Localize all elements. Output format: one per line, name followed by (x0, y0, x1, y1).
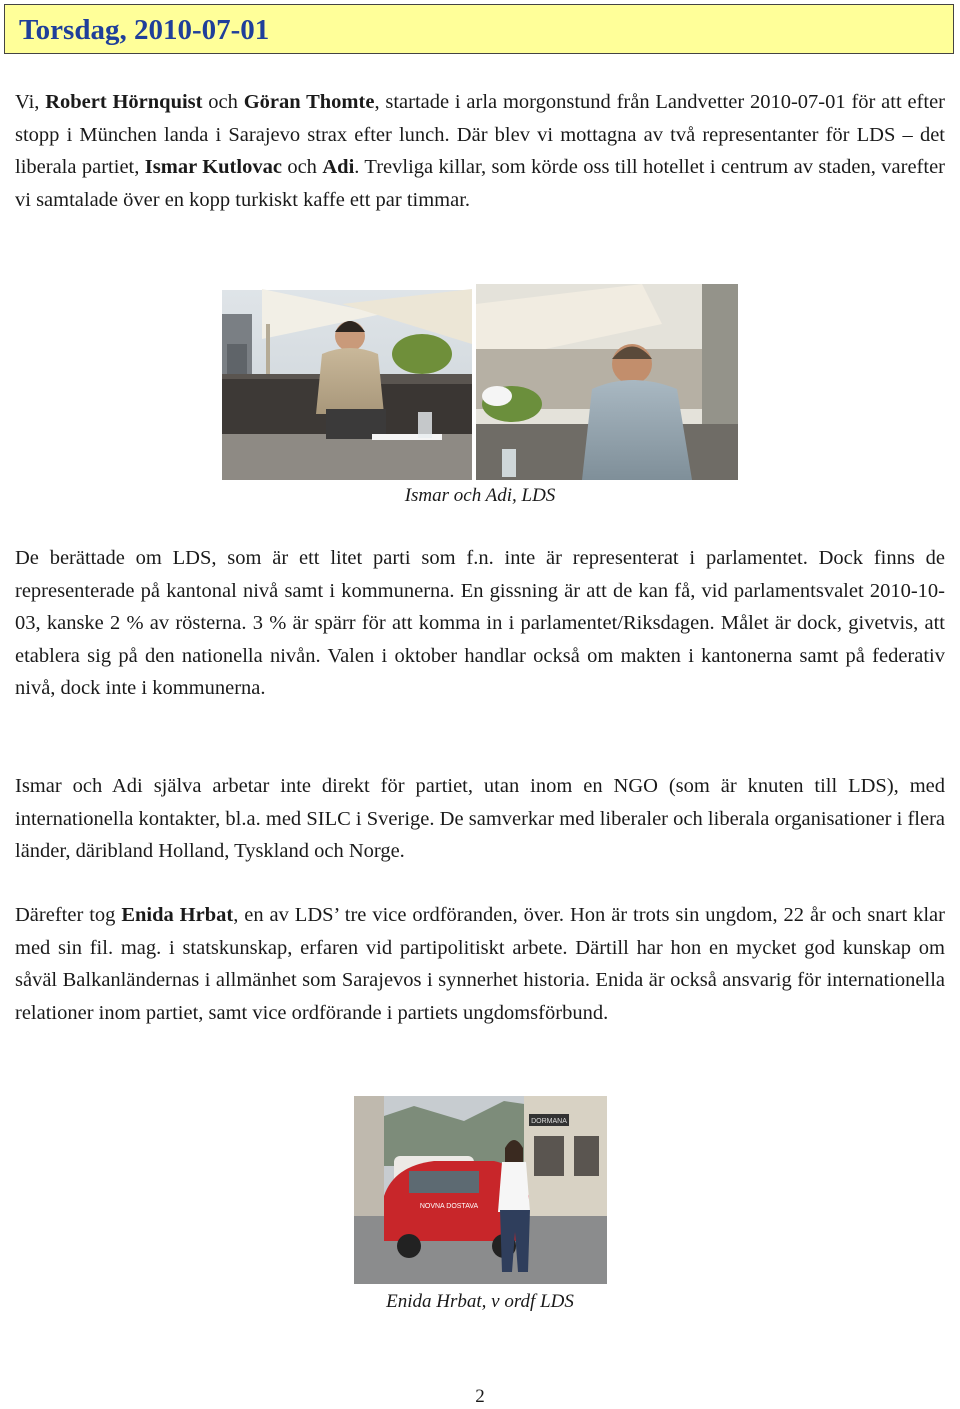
photo-enida-hrbat (354, 1096, 607, 1284)
photo-enida-hrbat-image (354, 1096, 607, 1284)
text-run: , en av LDS’ tre vice ordföranden, över. Hon är trots sin ungdom, 22 år och snart klar med sin fil. mag. i statskunskap, erfaren vid partipolitiskt arbete. Därtill har hon en mycket god kunskap om såväl Balkanländernas i allmänhet som Sarajevos i synnerhet historia. Enida är också ansvarig för internationella relationer inom partiet, samt vice ordförande i partiets ungdomsförbund. (15, 904, 945, 1024)
storefront-sign: DORMANA (531, 1118, 567, 1125)
text-run: och (202, 91, 244, 113)
paragraph-enida (15, 899, 945, 1029)
photo-ismar-adi-image (222, 284, 738, 480)
text-run: och (281, 156, 323, 178)
text-run: Vi, (15, 91, 46, 113)
photo-enida-hrbat-caption: Enida Hrbat, v ordf LDS (386, 1291, 574, 1312)
paragraph-lds (15, 542, 945, 705)
date-heading-box (4, 4, 954, 54)
page-number: 2 (475, 1386, 485, 1407)
text-run: , startade i arla morgonstund från Landvetter 2010-07-01 för att efter stopp i München landa i Sarajevo strax efter lunch. Där blev vi mottagna av två representanter för LDS – det liberala partiet, (15, 91, 945, 178)
bold-name: Enida Hrbat (121, 904, 234, 926)
photo-ismar-adi-caption: Ismar och Adi, LDS (404, 485, 556, 506)
paragraph-arrival (15, 86, 945, 216)
paragraph-ngo (15, 770, 945, 868)
bold-name: Göran Thomte (243, 91, 375, 113)
bold-name: Ismar Kutlovac (144, 156, 282, 178)
text-run: Därefter tog (15, 904, 122, 926)
text-run: Ismar och Adi själva arbetar inte direkt för partiet, utan inom en NGO (som är knuten till LDS), med internationella kontakter, bl.a. med SILC i Sverige. De samverkar med liberaler och liberala organisationer i flera länder, däribland Holland, Tyskland och Norge. (15, 775, 945, 862)
bold-name: Adi (322, 156, 355, 178)
text-run: De berättade om LDS, som är ett litet parti som f.n. inte är representerat i parlamentet. Dock finns de representerade på kantonal nivå samt i kommunerna. En gissning är att de kan få, vid parlamentsvalet 2010-10-03, kanske 2 % av rösterna. 3 % är spärr för att komma in i parlamentet/Riksdagen. Målet är dock, givetvis, att etablera sig på den nationella nivån. Valen i oktober handlar också om makten i kantonerna samt på federativ nivå, dock inte i kommunerna. (15, 547, 945, 699)
bold-name: Robert Hörnquist (45, 91, 203, 113)
car-text: NOVNA DOSTAVA (419, 1203, 479, 1210)
date-heading: Torsdag, 2010-07-01 (19, 14, 270, 46)
photo-ismar-adi (222, 284, 738, 480)
text-run: . Trevliga killar, som körde oss till hotellet i centrum av staden, varefter vi samtalade över en kopp turkiskt kaffe ett par timmar. (15, 156, 945, 211)
